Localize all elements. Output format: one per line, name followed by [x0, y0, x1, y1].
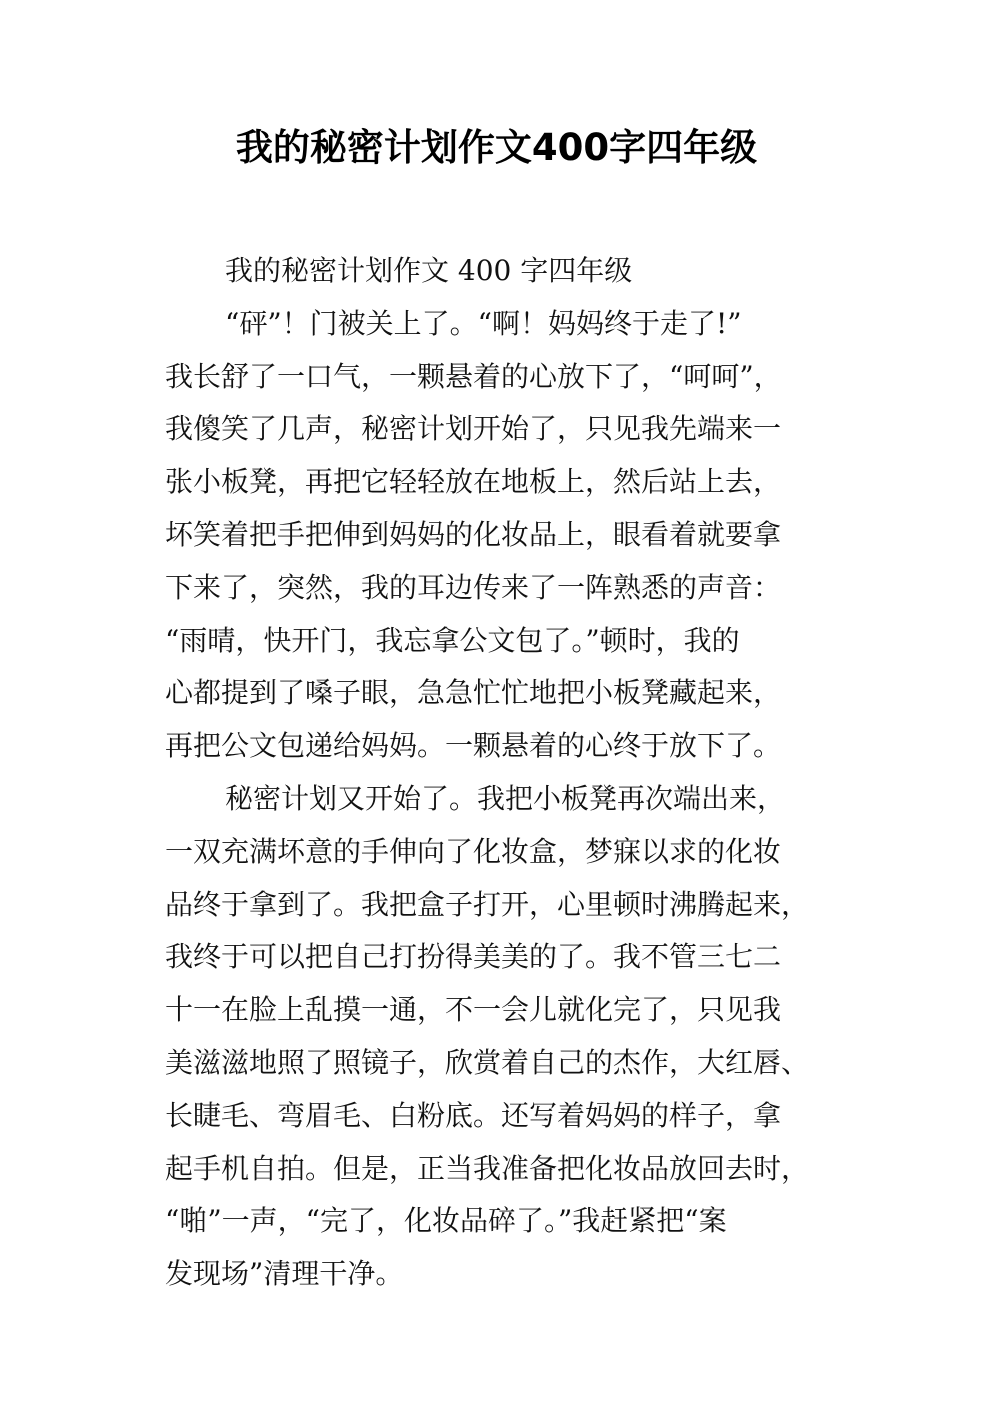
text-line: “雨晴，快开门，我忘拿公文包了。”顿时，我的 [165, 623, 740, 657]
text-line: 我长舒了一口气，一颗悬着的心放下了，“呵呵”， [165, 359, 782, 393]
text-line: 十一在脸上乱摸一通，不一会儿就化完了，只见我 [165, 993, 782, 1027]
document-title: 我的秘密计划作文400字四年级 [235, 126, 758, 169]
text-line: 我傻笑了几声，秘密计划开始了，只见我先端来一 [165, 412, 782, 446]
text-line: 长睫毛、弯眉毛、白粉底。还写着妈妈的样子，拿 [165, 1098, 782, 1132]
text-line: 张小板凳，再把它轻轻放在地板上，然后站上去， [165, 465, 782, 499]
text-line: 秘密计划又开始了。我把小板凳再次端出来， [225, 781, 786, 815]
essay-body [165, 245, 845, 1301]
text-line: 我终于可以把自己打扮得美美的了。我不管三七二 [165, 940, 782, 974]
text-line: 起手机自拍。但是，正当我准备把化妆品放回去时， [165, 1151, 810, 1185]
text-line: “啪”一声，“完了，化妆品碎了。”我赶紧把“案 [165, 1204, 727, 1238]
text-line: 再把公文包递给妈妈。一颗悬着的心终于放下了。 [165, 729, 782, 763]
text-line: 我的秘密计划作文 400 字四年级 [225, 254, 633, 287]
text-line: 下来了，突然，我的耳边传来了一阵熟悉的声音： [165, 570, 782, 604]
text-line: 一双充满坏意的手伸向了化妆盒，梦寐以求的化妆 [165, 834, 782, 868]
text-line: “砰”！门被关上了。“啊！妈妈终于走了!” [225, 306, 742, 340]
text-line: 品终于拿到了。我把盒子打开，心里顿时沸腾起来， [165, 887, 810, 921]
text-line: 发现场”清理干净。 [165, 1257, 404, 1291]
text-line: 坏笑着把手把伸到妈妈的化妆品上，眼看着就要拿 [165, 517, 782, 551]
text-line: 心都提到了嗓子眼，急急忙忙地把小板凳藏起来， [165, 676, 782, 710]
text-line: 美滋滋地照了照镜子，欣赏着自己的杰作，大红唇、 [165, 1045, 810, 1079]
